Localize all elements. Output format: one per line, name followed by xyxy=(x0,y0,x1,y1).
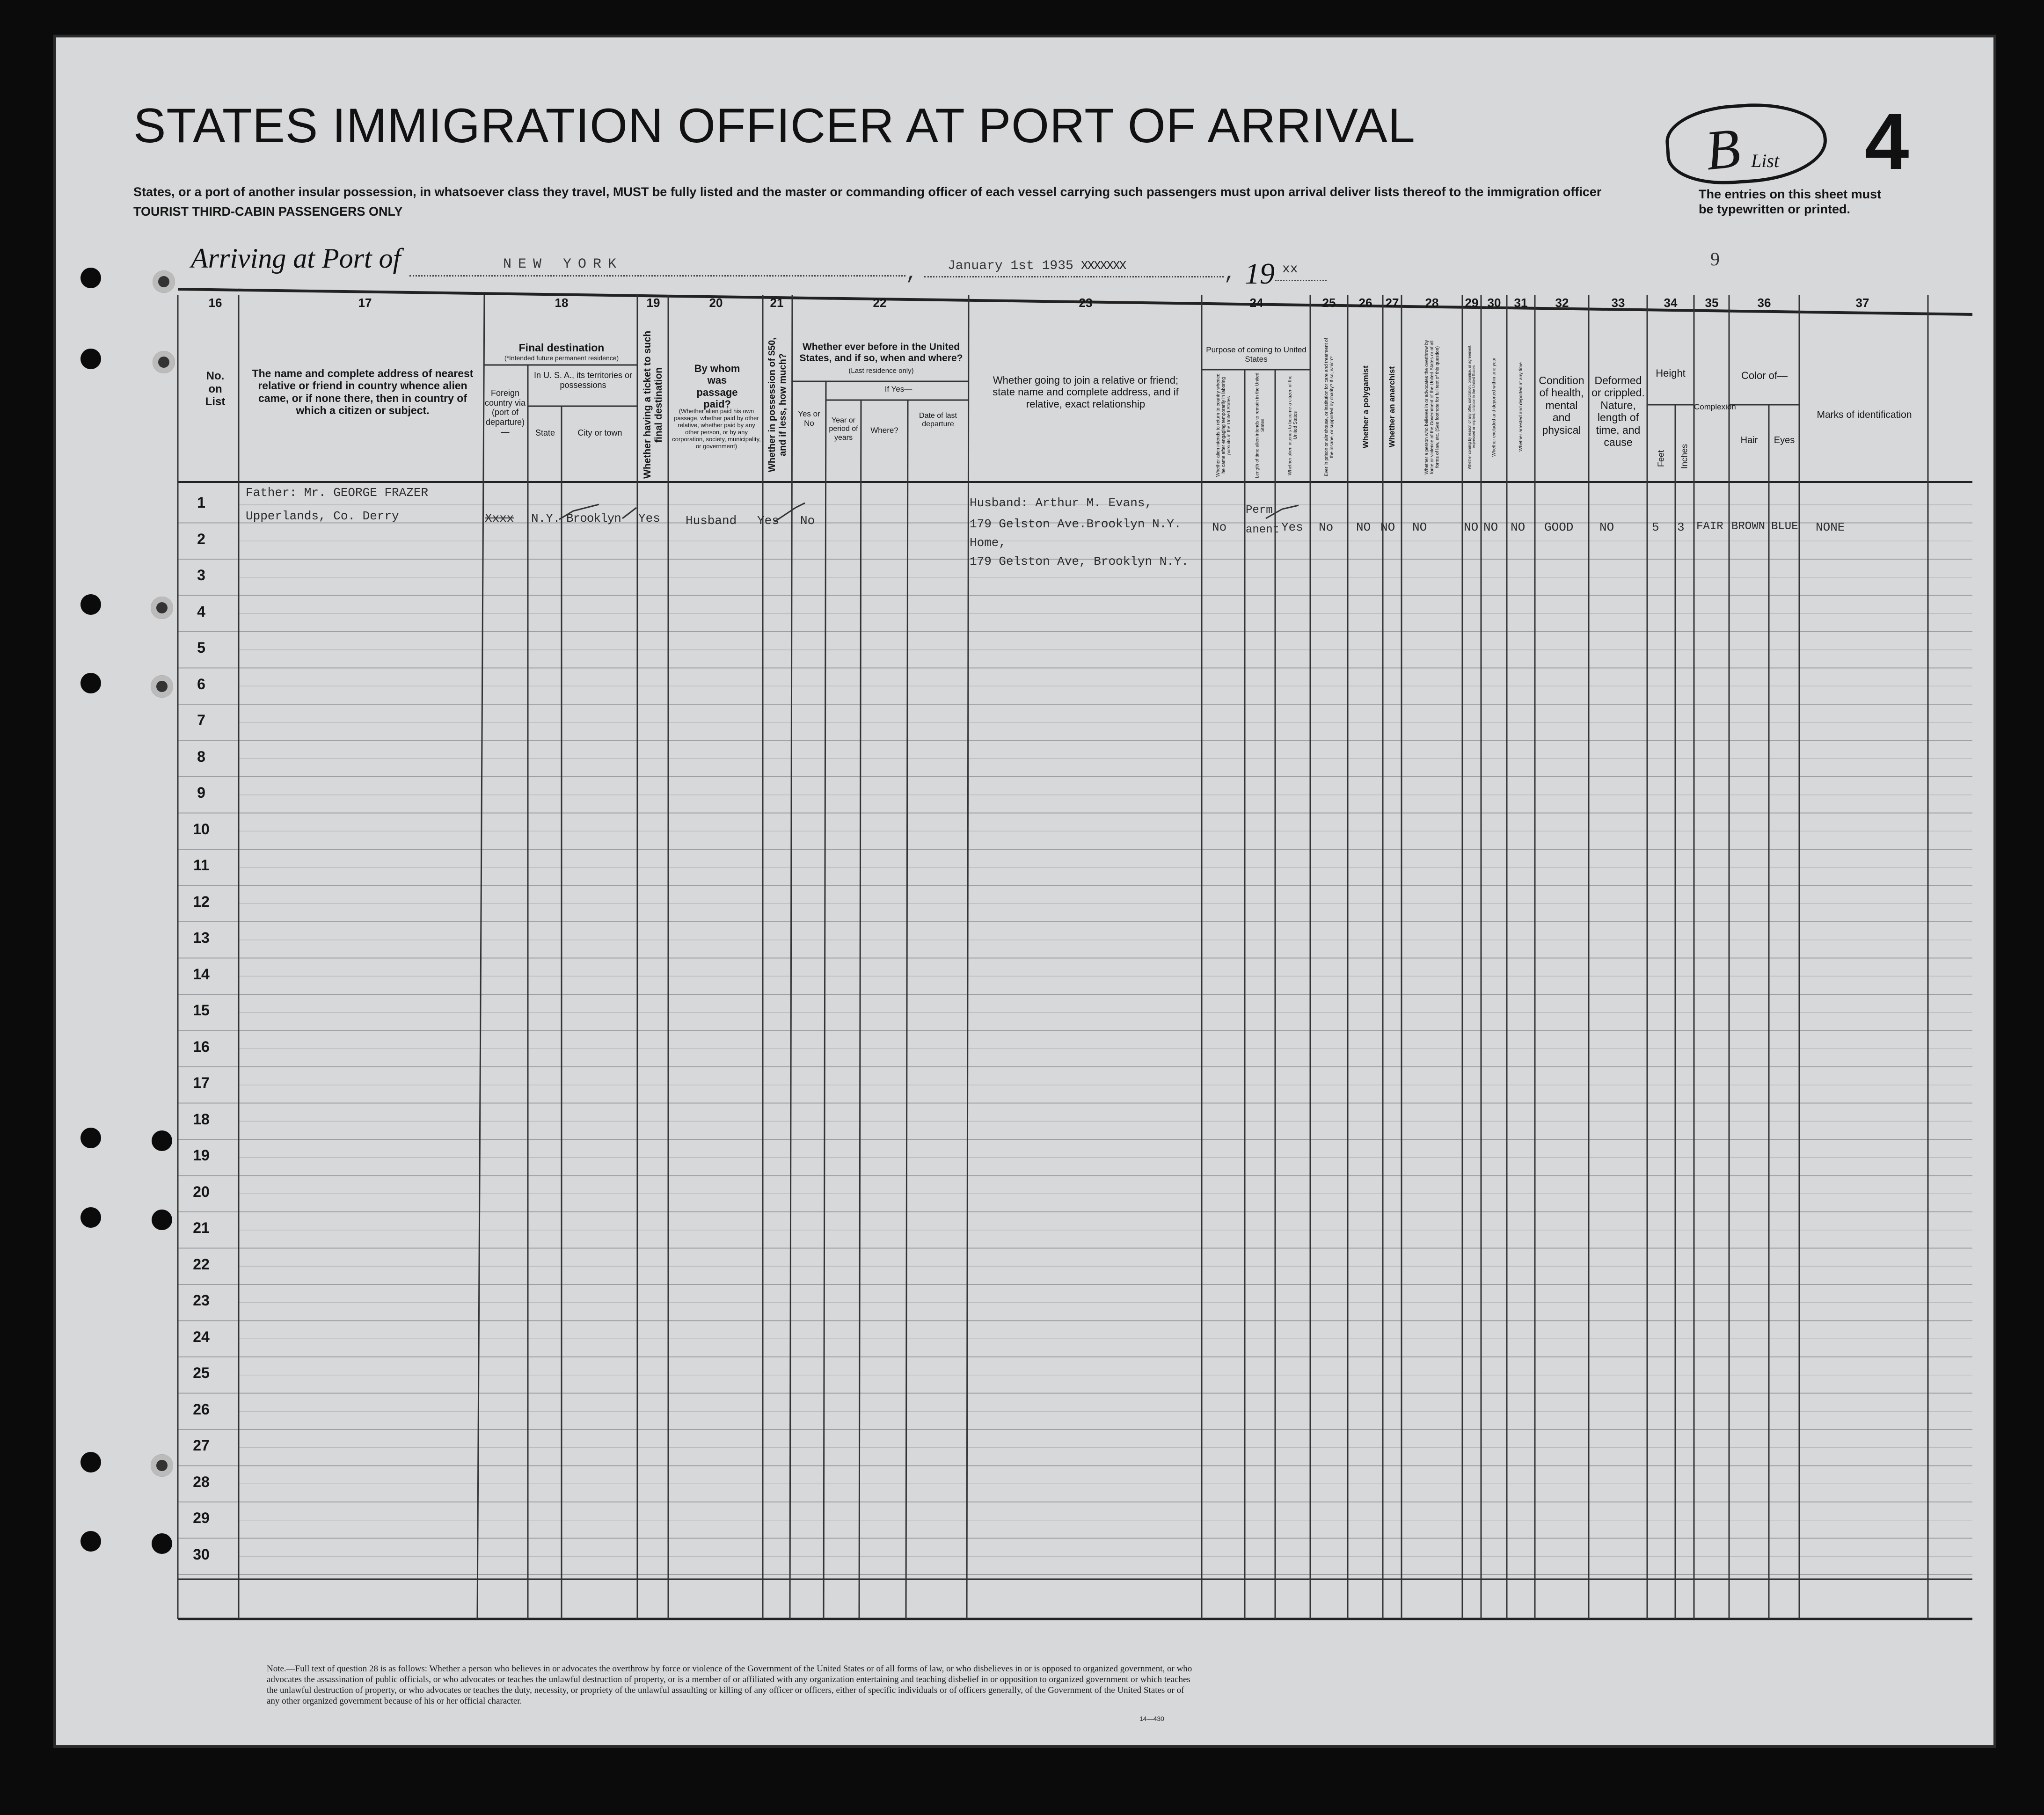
punch-hole xyxy=(152,1533,172,1554)
offer-labor-value: NO xyxy=(1464,520,1479,534)
row-number: 29 xyxy=(193,1509,210,1526)
row-number: 28 xyxy=(193,1473,210,1490)
column-number: 21 xyxy=(770,296,784,310)
length-stay-value: Perm anent xyxy=(1246,504,1280,536)
row-number: 5 xyxy=(197,639,205,656)
row-number: 26 xyxy=(193,1400,210,1418)
punch-hole xyxy=(151,597,173,619)
row-number: 13 xyxy=(193,929,210,946)
become-citizen-value: Yes xyxy=(1281,520,1303,534)
before-in-us-value: No xyxy=(800,514,815,528)
column-number: 28 xyxy=(1425,296,1439,310)
column-number: 31 xyxy=(1514,296,1528,310)
punch-hole xyxy=(151,675,173,698)
header-before-in-us: Whether ever before in the United States, and if so, when and where? xyxy=(799,342,963,364)
header-usa: In U. S. A., its territories or possessions xyxy=(533,371,633,390)
header-inches: Inches xyxy=(1679,444,1689,469)
check-mark xyxy=(622,508,636,518)
eyes-value: BLUE xyxy=(1771,520,1798,533)
possession-50-value: Yes xyxy=(757,514,779,528)
header-passage-paid: By whom was passage paid? xyxy=(694,363,740,410)
column-number: 17 xyxy=(358,296,372,310)
row-number: 1 xyxy=(197,494,205,511)
header-prison: Ever in prison or almshouse, or institution for care and treatment of the insane, or supported by charity? If so, which? xyxy=(1324,338,1335,476)
complexion-value: FAIR xyxy=(1696,520,1723,533)
arrested-value: NO xyxy=(1511,520,1526,534)
polygamist-value: NO xyxy=(1356,520,1371,534)
column-number: 30 xyxy=(1487,296,1501,310)
hair-value: BROWN xyxy=(1731,520,1766,533)
header-excluded: Whether excluded and deported within one year xyxy=(1491,357,1497,457)
header-feet: Feet xyxy=(1656,450,1666,467)
row-number: 2 xyxy=(197,530,205,547)
row-number: 16 xyxy=(193,1038,210,1055)
column-number: 36 xyxy=(1757,296,1771,310)
header-anarchist: Whether an anarchist xyxy=(1387,366,1397,448)
state-value: N.Y. xyxy=(531,511,561,525)
header-overthrow: Whether a person who believes in or advocates the overthrow by force or violence of the Government of the United States or of all forms of law, etc. (See footnote for full text of this question) xyxy=(1424,340,1440,474)
header-possession-50: Whether in possession of $50, and if less, how much? xyxy=(767,337,788,472)
join-line-2: 179 Gelston Ave.Brooklyn N.Y. xyxy=(970,517,1182,531)
row-number: 30 xyxy=(193,1545,210,1563)
relative-line-2: Upperlands, Co. Derry xyxy=(246,509,399,523)
column-number: 18 xyxy=(555,296,569,310)
header-purpose-length: Length of time alien intends to remain in the United States xyxy=(1255,372,1265,478)
row-number: 12 xyxy=(193,893,210,910)
comma: , xyxy=(905,262,918,285)
row-number: 10 xyxy=(193,820,210,838)
passage-paid-value: Husband xyxy=(686,514,737,528)
column-number: 20 xyxy=(709,296,723,310)
header-passage-paid-note: (Whether alien paid his own passage, whether paid by other relative, whether paid by any other person, or by any corporation, society, municipality, or government) xyxy=(672,408,761,450)
row-number: 25 xyxy=(193,1364,210,1381)
header-list-number: No. on List xyxy=(205,370,226,408)
ticket-value: Yes xyxy=(638,511,660,525)
punch-hole xyxy=(80,1207,101,1228)
header-purpose-return: Whether alien intends to return to country whence he came after engaging temporarily in laboring pursuits in the United States xyxy=(1215,373,1232,477)
footnote-text: Note.—Full text of question 28 is as follows: Whether a person who believes in or advocates the overthrow by force or violence of the Government of the United States or of all forms of law, or who disbelieves in or is opposed to organized government, or who advocates the assassination of public officials, or who advocates or teaches the unlawful destruction of property, or is a member of or affiliated with any organization entertaining and teaching disbelief in or opposition to organized government or which teaches the unlawful destruction of property, or who advocates or teaches the duty, necessity, or propriety of the unlawful assaulting or killing of any officer or officers, either of specific individuals or of officers generally, of the Government of the United States or of any other organized government because of his or her official character. xyxy=(267,1664,1192,1706)
check-mark xyxy=(559,504,599,519)
health-value: GOOD xyxy=(1544,520,1574,534)
column-number: 27 xyxy=(1385,296,1399,310)
header-years: Year or period of years xyxy=(829,416,858,442)
column-number: 34 xyxy=(1664,296,1678,310)
punch-hole xyxy=(152,1130,172,1151)
row-number: 24 xyxy=(193,1328,210,1345)
page-title: STATES IMMIGRATION OFFICER AT PORT OF ARRIVAL xyxy=(133,99,1416,153)
header-city: City or town xyxy=(577,428,622,437)
prison-value: No xyxy=(1319,520,1334,534)
header-height: Height xyxy=(1656,367,1686,379)
row-number: 4 xyxy=(197,603,205,620)
arriving-label: Arriving at Port of xyxy=(191,243,401,274)
punch-hole xyxy=(80,673,101,693)
column-number: 32 xyxy=(1555,296,1569,310)
punch-hole xyxy=(80,594,101,615)
row-number: 27 xyxy=(193,1437,210,1454)
column-number: 23 xyxy=(1079,296,1093,310)
column-number: 35 xyxy=(1705,296,1719,310)
feet-value: 5 xyxy=(1652,520,1659,534)
row-number: 14 xyxy=(193,965,210,983)
check-mark xyxy=(1266,505,1299,518)
header-hair: Hair xyxy=(1740,435,1758,445)
entries-note: The entries on this sheet must xyxy=(1699,187,1882,201)
row-number: 9 xyxy=(197,784,205,801)
header-complexion: Complexion xyxy=(1694,402,1736,411)
header-where: Where? xyxy=(870,426,898,435)
row-number: 18 xyxy=(193,1110,210,1128)
column-number: 33 xyxy=(1611,296,1625,310)
list-letter: B xyxy=(1702,116,1744,182)
header-eyes: Eyes xyxy=(1774,435,1795,445)
column-number: 24 xyxy=(1249,296,1263,310)
header-nearest-relative: The name and complete address of nearest relative or friend in country whence alien came, or if none there, then in country of which a citizen or subject. xyxy=(252,367,474,417)
header-health: Condition of health, mental and physical xyxy=(1539,374,1584,436)
check-mark xyxy=(774,503,805,522)
row-number: 15 xyxy=(193,1002,210,1019)
city-value: Brooklyn xyxy=(566,511,621,525)
header-purpose: Purpose of coming to United States xyxy=(1206,345,1307,364)
row-number: 8 xyxy=(197,748,205,765)
year-prefix: 19 xyxy=(1245,257,1275,290)
header-state: State xyxy=(535,428,555,437)
return-country-value: No xyxy=(1212,520,1227,534)
header-final-destination: Final destination xyxy=(518,342,605,354)
punch-hole xyxy=(151,1454,173,1477)
deformed-value: NO xyxy=(1599,520,1614,534)
header-yes-no: Yes or No xyxy=(798,409,820,428)
column-number: 16 xyxy=(208,296,222,310)
column-number: 29 xyxy=(1465,296,1479,310)
page-mark: 9 xyxy=(1710,248,1720,270)
row-number: 23 xyxy=(193,1292,210,1309)
header-polygamist: Whether a polygamist xyxy=(1361,365,1371,449)
anarchist-value: NO xyxy=(1380,520,1395,534)
header-foreign-country: Foreign country via (port of departure)— xyxy=(484,388,526,437)
column-number: 37 xyxy=(1855,296,1869,310)
comma: , xyxy=(1224,262,1236,285)
row-number: 11 xyxy=(193,857,209,874)
row-number: 3 xyxy=(197,567,205,583)
form-number: 14—430 xyxy=(1139,1715,1164,1722)
header-color-of: Color of— xyxy=(1741,370,1788,381)
year-struck: xx xyxy=(1282,262,1298,277)
header-going-to-join: Whether going to join a relative or friend; state name and complete address, and if relative, exact relationship xyxy=(993,374,1179,410)
row-number: 17 xyxy=(193,1074,210,1091)
passenger-class-text: TOURIST THIRD-CABIN PASSENGERS ONLY xyxy=(133,204,403,219)
row-number: 6 xyxy=(197,675,205,692)
punch-hole xyxy=(80,1531,101,1552)
row-number: 20 xyxy=(193,1183,210,1200)
port-value: NEW YORK xyxy=(503,256,623,272)
header-ticket: Whether having a ticket to such final destination xyxy=(642,330,664,479)
header-purpose-citizen: Whether alien intends to become a citizen of the United States xyxy=(1287,375,1298,475)
header-if-yes: If Yes— xyxy=(884,385,912,394)
instruction-text: States, or a port of another insular possession, in whatsoever class they travel, MUST be fully listed and the master or commanding officer of each vessel carrying such passengers must upon arrival deliver lists thereof to the immigration officer xyxy=(133,185,1602,199)
foreign-country-value: Xxxx xyxy=(485,511,514,525)
header-final-destination-note: (*Intended future permanent residence) xyxy=(504,354,619,362)
column-number: 26 xyxy=(1358,296,1372,310)
date-value: January 1st 1935 xyxy=(948,259,1073,273)
header-before-in-us-note: (Last residence only) xyxy=(848,367,914,375)
inches-value: 3 xyxy=(1677,520,1685,534)
struck-text: XXXXXXX xyxy=(1081,259,1126,273)
header-last-departure: Date of last departure xyxy=(919,412,957,429)
entries-note: be typewritten or printed. xyxy=(1699,202,1851,216)
marks-value: NONE xyxy=(1816,520,1845,534)
row-number: 21 xyxy=(193,1219,210,1236)
check-marks xyxy=(0,0,2044,561)
punch-hole xyxy=(80,1128,101,1148)
relative-line-1: Father: Mr. GEORGE FRAZER xyxy=(246,486,429,500)
header-deformed: Deformed or crippled. Nature, length of time, and cause xyxy=(1591,374,1645,449)
header-arrested: Whether arrested and deported at any time xyxy=(1518,362,1524,452)
row-number: 22 xyxy=(193,1255,210,1273)
row-number: 19 xyxy=(193,1147,210,1164)
list-label: List xyxy=(1751,150,1780,171)
join-line-3: Home, xyxy=(970,536,1007,550)
punch-hole xyxy=(152,1210,172,1230)
excluded-value: NO xyxy=(1483,520,1498,534)
column-number: 22 xyxy=(873,296,887,310)
sheet-number: 4 xyxy=(1865,97,1909,186)
punch-hole xyxy=(80,1452,101,1472)
join-line-1: Husband: Arthur M. Evans, xyxy=(970,496,1153,510)
overthrow-value: NO xyxy=(1412,520,1427,534)
column-number: 19 xyxy=(646,296,660,310)
row-number: 7 xyxy=(197,712,205,729)
header-offer-labor: Whether coming by reason of any offer, solicitation, promise, or agreement, expressed or implied, to labor in the United States xyxy=(1467,344,1476,470)
header-marks: Marks of identification xyxy=(1817,409,1912,420)
column-number: 25 xyxy=(1322,296,1336,310)
join-line-4: 179 Gelston Ave, Brooklyn N.Y. xyxy=(970,554,1189,569)
